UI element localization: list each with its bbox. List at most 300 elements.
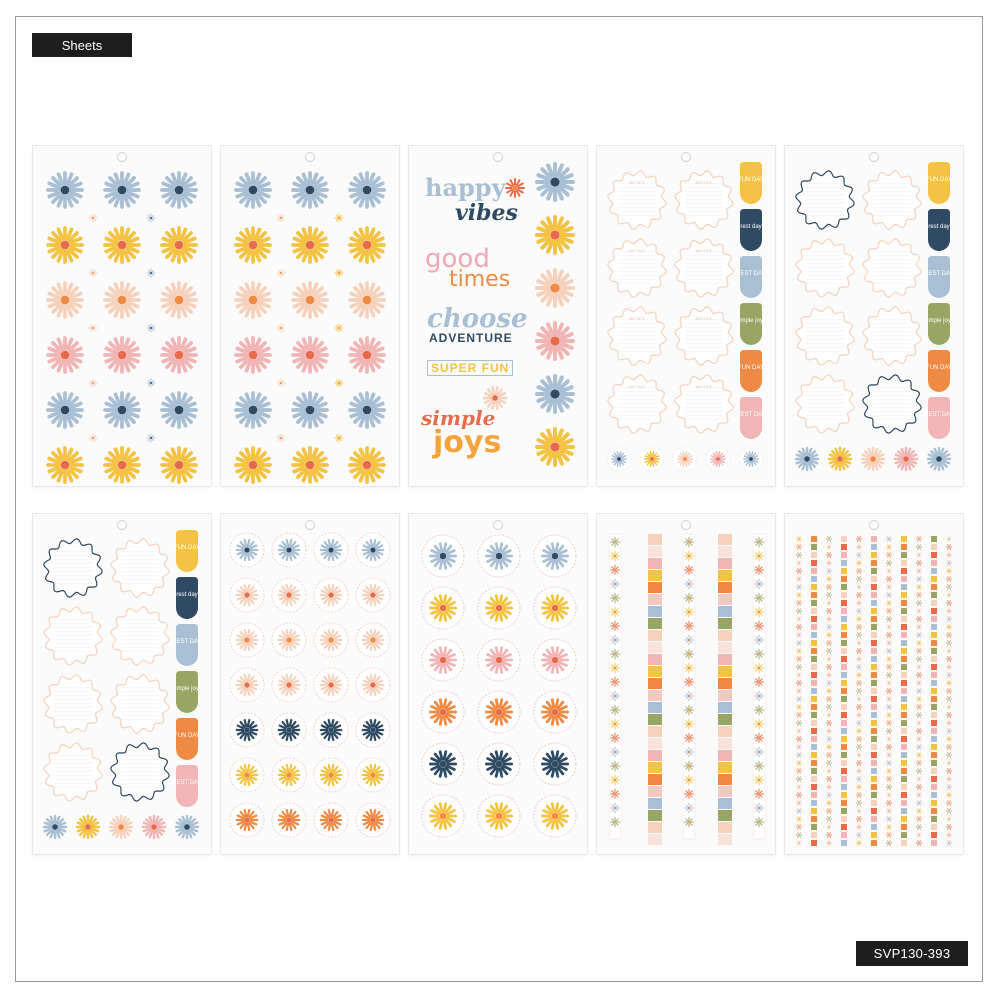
flower-sticker — [856, 552, 862, 557]
flower-sticker — [886, 720, 892, 725]
scallop-label-sticker — [863, 307, 921, 365]
flower-sticker — [946, 768, 952, 773]
color-stripe — [648, 786, 662, 797]
flower-sticker — [611, 664, 620, 673]
check-square — [901, 792, 907, 798]
flower-sticker — [796, 776, 802, 781]
check-square — [841, 712, 847, 718]
check-square — [811, 592, 817, 598]
flower-sticker — [886, 752, 892, 757]
sku-label: SVP130-393 — [856, 941, 968, 966]
flower-sticker — [946, 648, 952, 653]
tab-sticker — [740, 303, 762, 345]
sticker-sheet-2 — [221, 146, 399, 486]
flower-sticker — [946, 800, 952, 805]
flower-sticker — [685, 804, 694, 813]
hang-hole — [305, 152, 315, 162]
flower-sticker — [826, 640, 832, 645]
flower-sticker — [916, 688, 922, 693]
color-stripe — [648, 834, 662, 845]
check-square — [931, 704, 937, 710]
flower-sticker — [162, 338, 196, 372]
sheet-5-stickers — [785, 146, 963, 486]
check-square — [871, 680, 877, 686]
flower-sticker — [796, 592, 802, 597]
flower-sticker — [826, 736, 832, 741]
color-stripe — [648, 774, 662, 785]
flower-sticker — [916, 720, 922, 725]
check-square — [901, 560, 907, 566]
check-square — [871, 664, 877, 670]
flower-sticker — [946, 816, 952, 821]
flower-sticker — [755, 622, 764, 631]
flower-sticker — [611, 622, 620, 631]
check-square — [931, 664, 937, 670]
check-square — [841, 680, 847, 686]
check-square — [901, 600, 907, 606]
flower-sticker — [796, 744, 802, 749]
tab-sticker — [176, 530, 198, 572]
flower-sticker — [916, 712, 922, 717]
scallop-label-sticker — [863, 171, 921, 229]
check-square — [871, 720, 877, 726]
color-stripe — [648, 570, 662, 581]
check-square — [841, 544, 847, 550]
flower-sticker — [916, 552, 922, 557]
tab-sticker — [740, 350, 762, 392]
flower-sticker — [856, 560, 862, 565]
check-square — [931, 816, 937, 822]
tab-sticker — [740, 397, 762, 439]
color-stripe — [718, 678, 732, 689]
flower-sticker — [611, 804, 620, 813]
tab-label: FUN DAY — [174, 733, 200, 739]
flower-sticker — [277, 379, 285, 387]
check-square — [901, 656, 907, 662]
check-square — [931, 640, 937, 646]
tab-sticker — [740, 209, 762, 251]
flower-sticker — [886, 744, 892, 749]
flower-sticker — [916, 592, 922, 597]
flower-sticker — [886, 544, 892, 549]
flower-sticker — [826, 584, 832, 589]
check-square — [871, 768, 877, 774]
flower-sticker — [755, 636, 764, 645]
flower-sticker — [105, 338, 139, 372]
flower-sticker — [856, 768, 862, 773]
flower-sticker — [48, 448, 82, 482]
flower-sticker — [350, 338, 384, 372]
flower-sticker — [755, 790, 764, 799]
check-square — [811, 648, 817, 654]
flower-sticker — [886, 696, 892, 701]
check-square — [901, 800, 907, 806]
check-square — [901, 840, 907, 846]
sticker-sheet-5 — [785, 146, 963, 486]
check-square — [931, 776, 937, 782]
flower-sticker — [826, 624, 832, 629]
flower-sticker — [796, 576, 802, 581]
check-square — [841, 696, 847, 702]
check-square — [901, 696, 907, 702]
check-square — [901, 736, 907, 742]
check-square — [811, 800, 817, 806]
color-stripe — [718, 738, 732, 749]
flower-sticker — [886, 568, 892, 573]
color-stripe — [718, 618, 732, 629]
check-square — [871, 808, 877, 814]
color-stripe — [648, 558, 662, 569]
check-square — [931, 584, 937, 590]
notes-label: NOTES — [628, 248, 646, 253]
flower-sticker — [755, 650, 764, 659]
check-square — [871, 752, 877, 758]
flower-sticker — [856, 584, 862, 589]
check-square — [901, 568, 907, 574]
check-square — [871, 760, 877, 766]
flower-sticker — [796, 568, 802, 573]
flower-sticker — [350, 448, 384, 482]
check-square — [931, 536, 937, 542]
flower-sticker — [611, 608, 620, 617]
flower-sticker — [826, 688, 832, 693]
flower-sticker — [946, 824, 952, 829]
flower-sticker — [856, 800, 862, 805]
flower-sticker — [755, 748, 764, 757]
flower-sticker — [796, 560, 802, 565]
check-square — [931, 616, 937, 622]
check-square — [811, 728, 817, 734]
flower-sticker — [826, 752, 832, 757]
color-stripe — [718, 834, 732, 845]
color-stripe — [718, 690, 732, 701]
flower-sticker — [335, 379, 343, 387]
check-square — [811, 760, 817, 766]
check-square — [811, 640, 817, 646]
sticker-sheet-6 — [33, 514, 211, 854]
check-square — [811, 608, 817, 614]
flower-sticker — [236, 228, 270, 262]
color-stripe — [648, 762, 662, 773]
flower-sticker — [856, 624, 862, 629]
check-square — [901, 808, 907, 814]
flower-sticker — [946, 832, 952, 837]
tab-label: FUN DAY — [174, 545, 200, 551]
tab-label: BEST DAY — [924, 412, 954, 418]
sticker-sheet-9 — [597, 514, 775, 854]
flower-sticker — [755, 552, 764, 561]
check-square — [841, 536, 847, 542]
check-square — [901, 776, 907, 782]
tab-sticker — [176, 765, 198, 807]
flower-sticker — [856, 776, 862, 781]
color-stripe — [718, 810, 732, 821]
check-square — [871, 816, 877, 822]
flower-sticker — [826, 784, 832, 789]
happy-text: happy — [425, 173, 506, 202]
good-text: good — [425, 244, 490, 274]
flower-sticker — [162, 283, 196, 317]
flower-sticker — [916, 752, 922, 757]
sheet-7-stickers — [221, 514, 399, 854]
flower-sticker — [886, 536, 892, 541]
flower-sticker — [946, 704, 952, 709]
hang-hole — [493, 520, 503, 530]
sheet-1-stickers — [33, 146, 211, 486]
tab-sticker — [740, 162, 762, 204]
check-square — [811, 816, 817, 822]
check-square — [901, 664, 907, 670]
check-square — [811, 600, 817, 606]
flower-sticker — [685, 762, 694, 771]
tab-label: rest day — [928, 224, 950, 230]
flower-sticker — [856, 648, 862, 653]
flower-sticker — [89, 379, 97, 387]
flower-sticker — [537, 217, 573, 253]
flower-sticker — [537, 429, 573, 465]
flower-sticker — [685, 706, 694, 715]
flower-sticker — [685, 622, 694, 631]
flower-sticker — [796, 536, 802, 541]
flower-sticker — [796, 640, 802, 645]
flower-sticker — [236, 283, 270, 317]
flower-sticker — [826, 840, 832, 845]
simple-text: simple — [421, 406, 496, 430]
tab-label: simple joys — [172, 686, 202, 692]
color-stripe — [648, 726, 662, 737]
flower-sticker — [826, 792, 832, 797]
color-stripe — [648, 654, 662, 665]
flower-sticker — [685, 650, 694, 659]
sticker-sheet-3 — [409, 146, 587, 486]
flower-sticker — [916, 736, 922, 741]
tab-label: BEST DAY — [736, 412, 766, 418]
flower-sticker — [796, 648, 802, 653]
flower-sticker — [886, 584, 892, 589]
flower-sticker — [856, 744, 862, 749]
check-square — [811, 680, 817, 686]
check-square — [931, 632, 937, 638]
flower-sticker — [916, 728, 922, 733]
flower-sticker — [916, 632, 922, 637]
flower-sticker — [946, 776, 952, 781]
check-square — [901, 552, 907, 558]
check-square — [871, 544, 877, 550]
flower-sticker — [886, 672, 892, 677]
flower-sticker — [796, 624, 802, 629]
color-stripe — [648, 642, 662, 653]
flower-sticker — [856, 680, 862, 685]
check-square — [931, 792, 937, 798]
flower-sticker — [886, 792, 892, 797]
flower-sticker — [611, 734, 620, 743]
check-square — [811, 720, 817, 726]
flower-sticker — [796, 784, 802, 789]
flower-sticker — [886, 624, 892, 629]
flower-sticker — [755, 720, 764, 729]
flower-sticker — [946, 736, 952, 741]
flower-sticker — [886, 600, 892, 605]
color-stripe — [648, 714, 662, 725]
sticker-sheet-8 — [409, 514, 587, 854]
flower-sticker — [886, 824, 892, 829]
flower-sticker — [89, 434, 97, 442]
flower-sticker — [685, 692, 694, 701]
flower-sticker — [856, 664, 862, 669]
check-square — [871, 536, 877, 542]
flower-sticker — [44, 816, 66, 838]
scallop-label-sticker — [44, 607, 102, 665]
flower-sticker — [826, 632, 832, 637]
flower-sticker — [946, 808, 952, 813]
tab-sticker — [928, 209, 950, 251]
flower-sticker — [796, 448, 818, 470]
check-square — [931, 568, 937, 574]
tab-label: BEST DAY — [172, 780, 202, 786]
flower-sticker — [685, 566, 694, 575]
flower-sticker — [916, 600, 922, 605]
flower-sticker — [796, 704, 802, 709]
flower-sticker — [886, 800, 892, 805]
flower-sticker — [946, 752, 952, 757]
check-square — [811, 584, 817, 590]
flower-sticker — [916, 536, 922, 541]
scallop-label-sticker — [111, 675, 169, 733]
flower-sticker — [350, 228, 384, 262]
flower-sticker — [826, 552, 832, 557]
flower-sticker — [916, 816, 922, 821]
check-square — [931, 752, 937, 758]
hang-hole — [117, 152, 127, 162]
flower-sticker — [886, 576, 892, 581]
color-stripe — [718, 822, 732, 833]
flower-sticker — [928, 448, 950, 470]
flower-sticker — [48, 283, 82, 317]
check-square — [901, 624, 907, 630]
color-stripe — [718, 630, 732, 641]
flower-sticker — [685, 580, 694, 589]
flower-sticker — [856, 688, 862, 693]
flower-sticker — [826, 536, 832, 541]
notes-label: NOTES — [695, 384, 713, 389]
flower-sticker — [162, 448, 196, 482]
check-square — [841, 640, 847, 646]
flower-sticker — [335, 324, 343, 332]
check-square — [901, 672, 907, 678]
color-stripe — [718, 666, 732, 677]
check-square — [871, 736, 877, 742]
color-stripe — [718, 654, 732, 665]
check-square — [841, 616, 847, 622]
flower-sticker — [886, 648, 892, 653]
check-square — [871, 640, 877, 646]
check-square — [901, 632, 907, 638]
flower-sticker — [946, 672, 952, 677]
check-square — [811, 736, 817, 742]
check-square — [931, 608, 937, 614]
check-square — [871, 712, 877, 718]
check-square — [841, 688, 847, 694]
scallop-label-sticker — [44, 743, 102, 801]
check-square — [811, 576, 817, 582]
flower-sticker — [685, 678, 694, 687]
hang-hole — [869, 152, 879, 162]
check-square — [931, 840, 937, 846]
flower-sticker — [856, 720, 862, 725]
flower-sticker — [796, 712, 802, 717]
flower-sticker — [895, 448, 917, 470]
flower-sticker — [685, 720, 694, 729]
flower-sticker — [506, 179, 524, 197]
flower-sticker — [755, 566, 764, 575]
check-square — [871, 560, 877, 566]
color-stripe — [718, 798, 732, 809]
hang-hole — [681, 152, 691, 162]
check-square — [931, 760, 937, 766]
check-square — [811, 624, 817, 630]
check-square — [871, 840, 877, 846]
flower-sticker — [796, 544, 802, 549]
sticker-sheet-7 — [221, 514, 399, 854]
tab-sticker — [740, 256, 762, 298]
check-square — [931, 592, 937, 598]
flower-sticker — [856, 736, 862, 741]
flower-sticker — [755, 678, 764, 687]
color-stripe — [718, 594, 732, 605]
flower-sticker — [856, 592, 862, 597]
tab-label: FUN DAY — [738, 177, 764, 183]
flower-sticker — [685, 748, 694, 757]
check-square — [811, 744, 817, 750]
flower-sticker — [755, 706, 764, 715]
flower-sticker — [826, 760, 832, 765]
flower-sticker — [293, 228, 327, 262]
flower-sticker — [147, 324, 155, 332]
check-square — [811, 832, 817, 838]
flower-sticker — [886, 608, 892, 613]
check-square — [811, 776, 817, 782]
flower-sticker — [611, 706, 620, 715]
check-square — [871, 824, 877, 830]
flower-sticker — [162, 173, 196, 207]
flower-sticker — [856, 832, 862, 837]
color-stripe — [718, 774, 732, 785]
flower-sticker — [826, 808, 832, 813]
flower-sticker — [755, 608, 764, 617]
check-square — [931, 544, 937, 550]
flower-sticker — [826, 704, 832, 709]
flower-sticker — [946, 584, 952, 589]
flower-sticker — [143, 816, 165, 838]
flower-sticker — [886, 816, 892, 821]
check-square — [841, 600, 847, 606]
flower-sticker — [611, 650, 620, 659]
flower-sticker — [796, 680, 802, 685]
check-square — [931, 656, 937, 662]
flower-sticker — [611, 678, 620, 687]
flower-sticker — [755, 762, 764, 771]
flower-sticker — [856, 576, 862, 581]
check-square — [841, 776, 847, 782]
check-square — [871, 672, 877, 678]
check-square — [811, 560, 817, 566]
scallop-label-sticker — [111, 743, 169, 801]
flower-sticker — [826, 568, 832, 573]
flower-sticker — [916, 576, 922, 581]
joys-text: joys — [433, 425, 502, 460]
check-square — [931, 784, 937, 790]
tab-label: rest day — [176, 592, 198, 598]
